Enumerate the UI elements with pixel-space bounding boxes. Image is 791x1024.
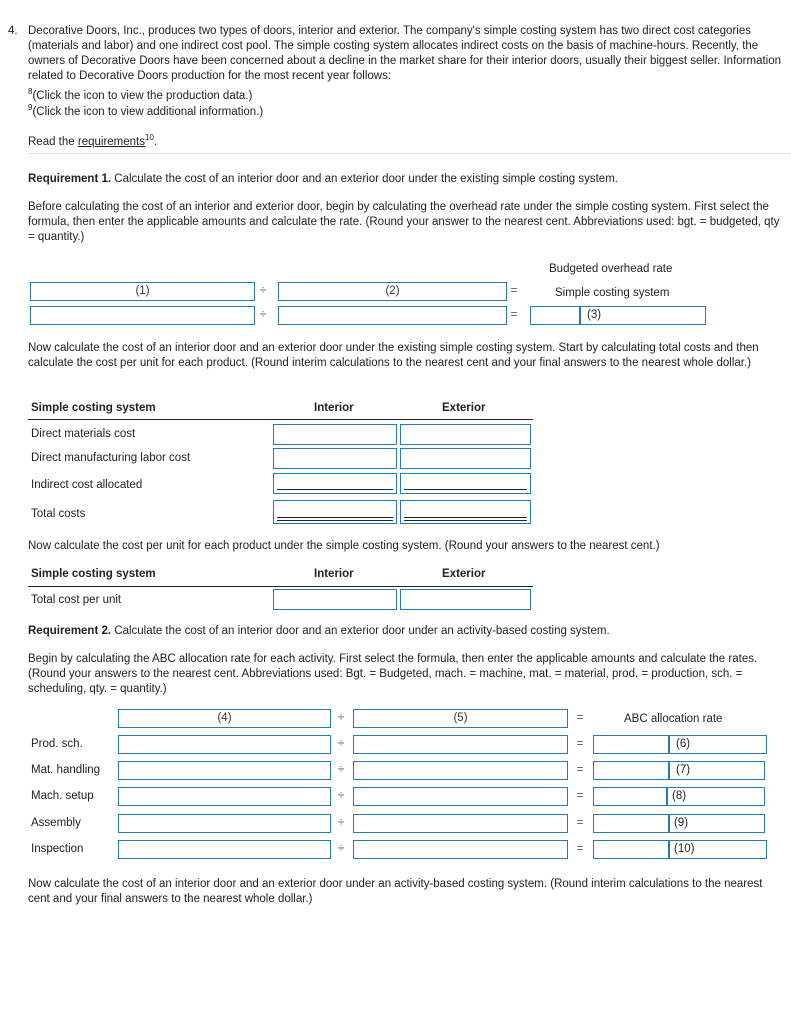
divide-sign: ÷ [259,285,267,297]
rate-title-line1: Budgeted overhead rate [549,263,673,275]
req2-heading: Requirement 2. [28,625,112,637]
prod-sch-numerator-input[interactable] [118,735,331,754]
table2-header-rule [28,586,533,587]
ref-6: (6) [676,738,691,750]
assembly-rate-ref [669,814,765,833]
ref-9: (9) [674,817,689,829]
equals-sign: = [576,738,584,750]
mat-handling-denominator-input[interactable] [353,761,568,780]
table2-col-interior: Interior [314,568,354,580]
equals-sign: = [510,285,518,297]
row-direct-materials: Direct materials cost [31,428,136,440]
row-cost-per-unit: Total cost per unit [31,594,122,606]
equals-sign: = [510,309,518,321]
final-instructions: Now calculate the cost of an interior door and an exterior door under an activity-based costing system. (Round interim calculations to the nearest cent and your final answers to the nearest whole dollar.) [28,878,763,905]
equals-sign: = [576,817,584,829]
activity-assembly: Assembly [31,817,81,829]
mach-setup-rate-ref [667,787,765,806]
table1-header: Simple costing system [31,402,156,414]
exterior-dm-input[interactable] [400,424,531,445]
abc-numerator-select[interactable] [118,709,331,728]
read-requirements [28,130,783,150]
divide-sign: ÷ [337,712,345,724]
abc-denominator-select[interactable] [353,709,568,728]
mat-handling-rate-input[interactable] [593,761,669,780]
rate-title-line2: Simple costing system [555,287,670,299]
req1-heading-text: Calculate the cost of an interior door and an exterior door under the existing simple costing system. [111,173,618,185]
table1-col-interior: Interior [314,402,354,414]
inspection-denominator-input[interactable] [353,840,568,859]
inspection-rate-ref [669,840,767,859]
exterior-total-input[interactable] [400,500,531,524]
assembly-rate-input[interactable] [593,814,669,833]
row-indirect-cost: Indirect cost allocated [31,479,143,491]
question-intro: Decorative Doors, Inc., produces two types of doors, interior and exterior. The company's simple costing system has two direct cost categories (materials and labor) and one indirect cost pool. The simple costing system allocates indirect costs on the basis of machine-hours. Recently, the owners of Decorative Doors have been concerned about a decline in the market share for their interior doors, usually their biggest seller. Information related to Decorative Doors production for the most recent year follows: [28,25,782,82]
req1-title [28,172,783,187]
row-total-costs: Total costs [31,508,86,520]
formula-numerator-select[interactable] [30,282,255,301]
interior-total-input[interactable] [273,500,397,524]
mach-setup-denominator-input[interactable] [353,787,568,806]
divide-sign: ÷ [337,843,345,855]
divide-sign: ÷ [337,790,345,802]
exterior-indirect-input[interactable] [400,473,531,494]
unit-instructions: Now calculate the cost per unit for each product under the simple costing system. (Round your answers to the nearest cent.) [28,540,660,552]
divide-sign: ÷ [337,738,345,750]
interior-dm-input[interactable] [273,424,397,445]
box4-label: (4) [217,712,232,724]
ref-8: (8) [672,790,687,802]
req2-heading-text: Calculate the cost of an interior door and an exterior door under an activity-based costing system. [111,625,610,637]
prod-sch-rate-ref [669,735,767,754]
table2-header: Simple costing system [31,568,156,580]
mach-setup-numerator-input[interactable] [118,787,331,806]
production-data-link-text[interactable]: (Click the icon to view the production data.) [32,89,253,102]
activity-prod-sch: Prod. sch. [31,738,83,750]
divide-sign: ÷ [259,309,267,321]
equals-sign: = [576,790,584,802]
table1-header-rule [28,419,533,420]
denominator-amount-input[interactable] [278,306,507,325]
read-prefix: Read the [28,135,78,148]
additional-info-link[interactable] [28,100,783,120]
equals-sign: = [576,712,584,724]
assembly-numerator-input[interactable] [118,814,331,833]
equals-sign: = [576,764,584,776]
inspection-rate-input[interactable] [593,840,669,859]
mat-handling-numerator-input[interactable] [118,761,331,780]
interior-dl-input[interactable] [273,448,397,469]
overhead-rate-input[interactable] [530,306,580,325]
abc-rate-title: ABC allocation rate [624,713,723,725]
cost-instructions: Now calculate the cost of an interior door and an exterior door under the existing simple costing system. Start by calculating total costs and then calculate the cost per unit for each product. (Round interim calculations to the nearest cent and your final answers to the nearest whole dollar.) [28,342,759,369]
footnote-8: 8 [28,87,33,96]
equals-sign: = [576,843,584,855]
read-suffix: . [153,135,158,148]
req1-instructions: Before calculating the cost of an interior and exterior door, begin by calculating the overhead rate under the simple costing system. First select the formula, then enter the applicable amounts and calculate the rate. (Round your answer to the nearest cent. Abbreviations used: bgt. = budgeted, qty = quantity.) [28,201,780,243]
divide-sign: ÷ [337,764,345,776]
box1-label: (1) [135,285,150,297]
formula-denominator-select[interactable] [278,282,507,301]
req1-heading: Requirement 1. [28,173,112,185]
req2-title [28,624,783,639]
activity-mat-handling: Mat. handling [31,764,101,776]
exterior-dl-input[interactable] [400,448,531,469]
prod-sch-denominator-input[interactable] [353,735,568,754]
inspection-numerator-input[interactable] [118,840,331,859]
requirements-link[interactable]: requirements [77,135,145,148]
footnote-9: 9 [28,103,33,112]
box2-label: (2) [385,285,400,297]
footnote-10: 10 [145,133,154,142]
mach-setup-rate-input[interactable] [593,787,667,806]
activity-mach-setup: Mach. setup [31,790,94,802]
row-direct-labor: Direct manufacturing labor cost [31,452,191,464]
exterior-unit-cost-input[interactable] [400,589,531,610]
additional-info-link-text[interactable]: (Click the icon to view additional information.) [32,105,264,118]
question-number: 4. [8,25,18,37]
table1-col-exterior: Exterior [442,402,486,414]
assembly-denominator-input[interactable] [353,814,568,833]
req2-instructions: Begin by calculating the ABC allocation rate for each activity. First select the formula, then enter the applicable amounts and calculate the rates. (Round your answers to the nearest cent. Abbreviations used: Bgt. = Budgeted, mach. = machine, mat. = material, prod. = production, sch. = scheduling, qty. = quantity.) [28,653,758,695]
table2-col-exterior: Exterior [442,568,486,580]
divider [28,153,791,154]
overhead-rate-ref [580,306,706,325]
mat-handling-rate-ref [669,761,765,780]
interior-unit-cost-input[interactable] [273,589,397,610]
activity-inspection: Inspection [31,843,84,855]
prod-sch-rate-input[interactable] [593,735,669,754]
divide-sign: ÷ [337,817,345,829]
interior-indirect-input[interactable] [273,473,397,494]
box3-label: (3) [587,309,602,321]
ref-7: (7) [676,764,691,776]
numerator-amount-input[interactable] [30,306,255,325]
box5-label: (5) [453,712,468,724]
ref-10: (10) [674,843,695,855]
